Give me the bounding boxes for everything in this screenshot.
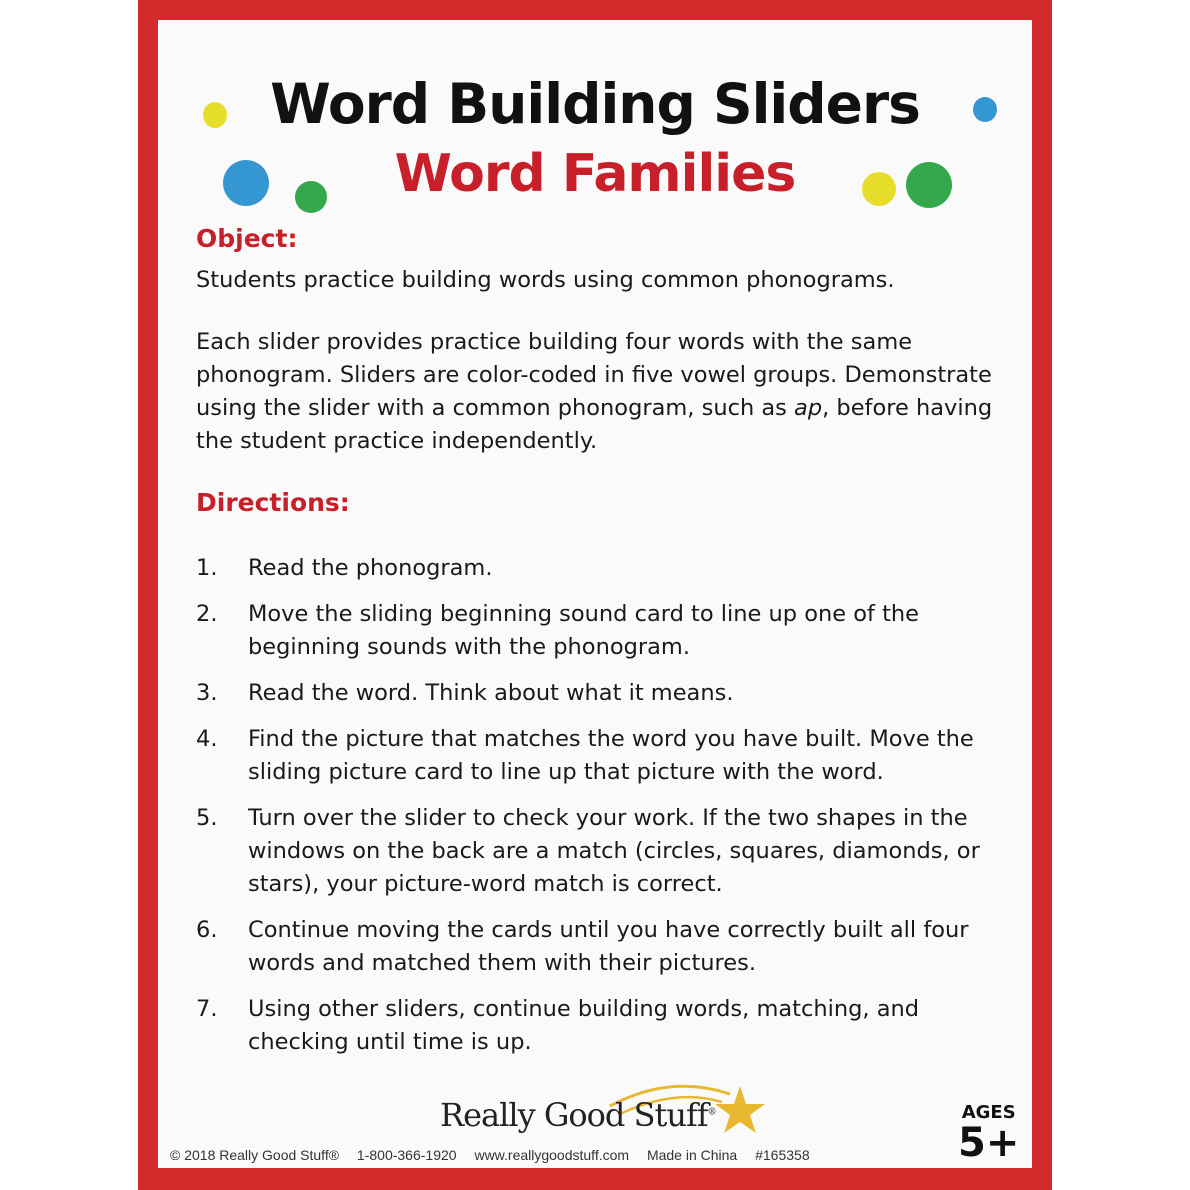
step-text: Read the phonogram.: [248, 555, 493, 581]
step-number: 3.: [196, 680, 218, 706]
directions-heading: Directions:: [196, 488, 350, 517]
direction-step: [196, 914, 1026, 980]
item-number: #165358: [755, 1147, 810, 1163]
directions-list: [196, 552, 1026, 1072]
step-number: 5.: [196, 805, 218, 831]
object-heading: Object:: [196, 224, 298, 253]
ages-label: AGES: [961, 1102, 1016, 1123]
copyright-text: © 2018 Really Good Stuff®: [170, 1147, 340, 1163]
instruction-card: [138, 0, 1052, 1190]
step-number: 6.: [196, 917, 218, 943]
direction-step: [196, 802, 1026, 901]
brand-name-text: Really Good Stuff: [440, 1096, 708, 1134]
step-number: 7.: [196, 996, 218, 1022]
origin-text: Made in China: [646, 1147, 738, 1163]
brand-logo: [440, 1078, 780, 1148]
object-paragraph-2-text-end: , before having the student practice independently.: [196, 395, 993, 454]
card-panel: [158, 20, 1032, 1168]
website-link[interactable]: www.reallygoodstuff.com: [474, 1147, 630, 1163]
page-subtitle: Word Families: [394, 144, 796, 204]
direction-step: [196, 598, 1026, 664]
direction-step: [196, 552, 1026, 585]
phone-number: 1-800-366-1920: [356, 1147, 457, 1163]
registered-mark: ®: [707, 1107, 716, 1118]
age-badge: [958, 1102, 1020, 1166]
ages-value: 5+: [958, 1120, 1020, 1166]
direction-step: [196, 993, 1026, 1059]
step-text: Move the sliding beginning sound card to line up one of the beginning sounds with the phonogram.: [248, 601, 920, 660]
footer-info: [170, 1147, 824, 1163]
object-paragraph-2: [196, 326, 1016, 458]
brand-name: [440, 1096, 716, 1134]
step-text: Turn over the slider to check your work. If the two shapes in the windows on the back are a match (circles, squares, diamonds, or stars), your picture-word match is correct.: [248, 805, 980, 897]
direction-step: [196, 723, 1026, 789]
step-number: 2.: [196, 601, 218, 627]
phonogram-example: ap: [794, 395, 823, 421]
step-text: Continue moving the cards until you have correctly built all four words and matched them with their pictures.: [248, 917, 969, 976]
step-text: Find the picture that matches the word you have built. Move the sliding picture card to line up that picture with the word.: [248, 726, 974, 785]
step-number: 4.: [196, 726, 218, 752]
step-text: Using other sliders, continue building words, matching, and checking until time is up.: [248, 996, 920, 1055]
direction-step: [196, 677, 1026, 710]
step-text: Read the word. Think about what it means.: [248, 680, 734, 706]
object-paragraph-2-text: Each slider provides practice building four words with the same phonogram. Sliders are color-coded in five vowel groups. Demonstrate using the slider with a common phonogram, such as: [196, 329, 992, 421]
object-paragraph-1: Students practice building words using common phonograms.: [196, 267, 895, 293]
object-section: [196, 264, 1016, 458]
page-title: Word Building Sliders: [270, 72, 920, 136]
step-number: 1.: [196, 555, 218, 581]
